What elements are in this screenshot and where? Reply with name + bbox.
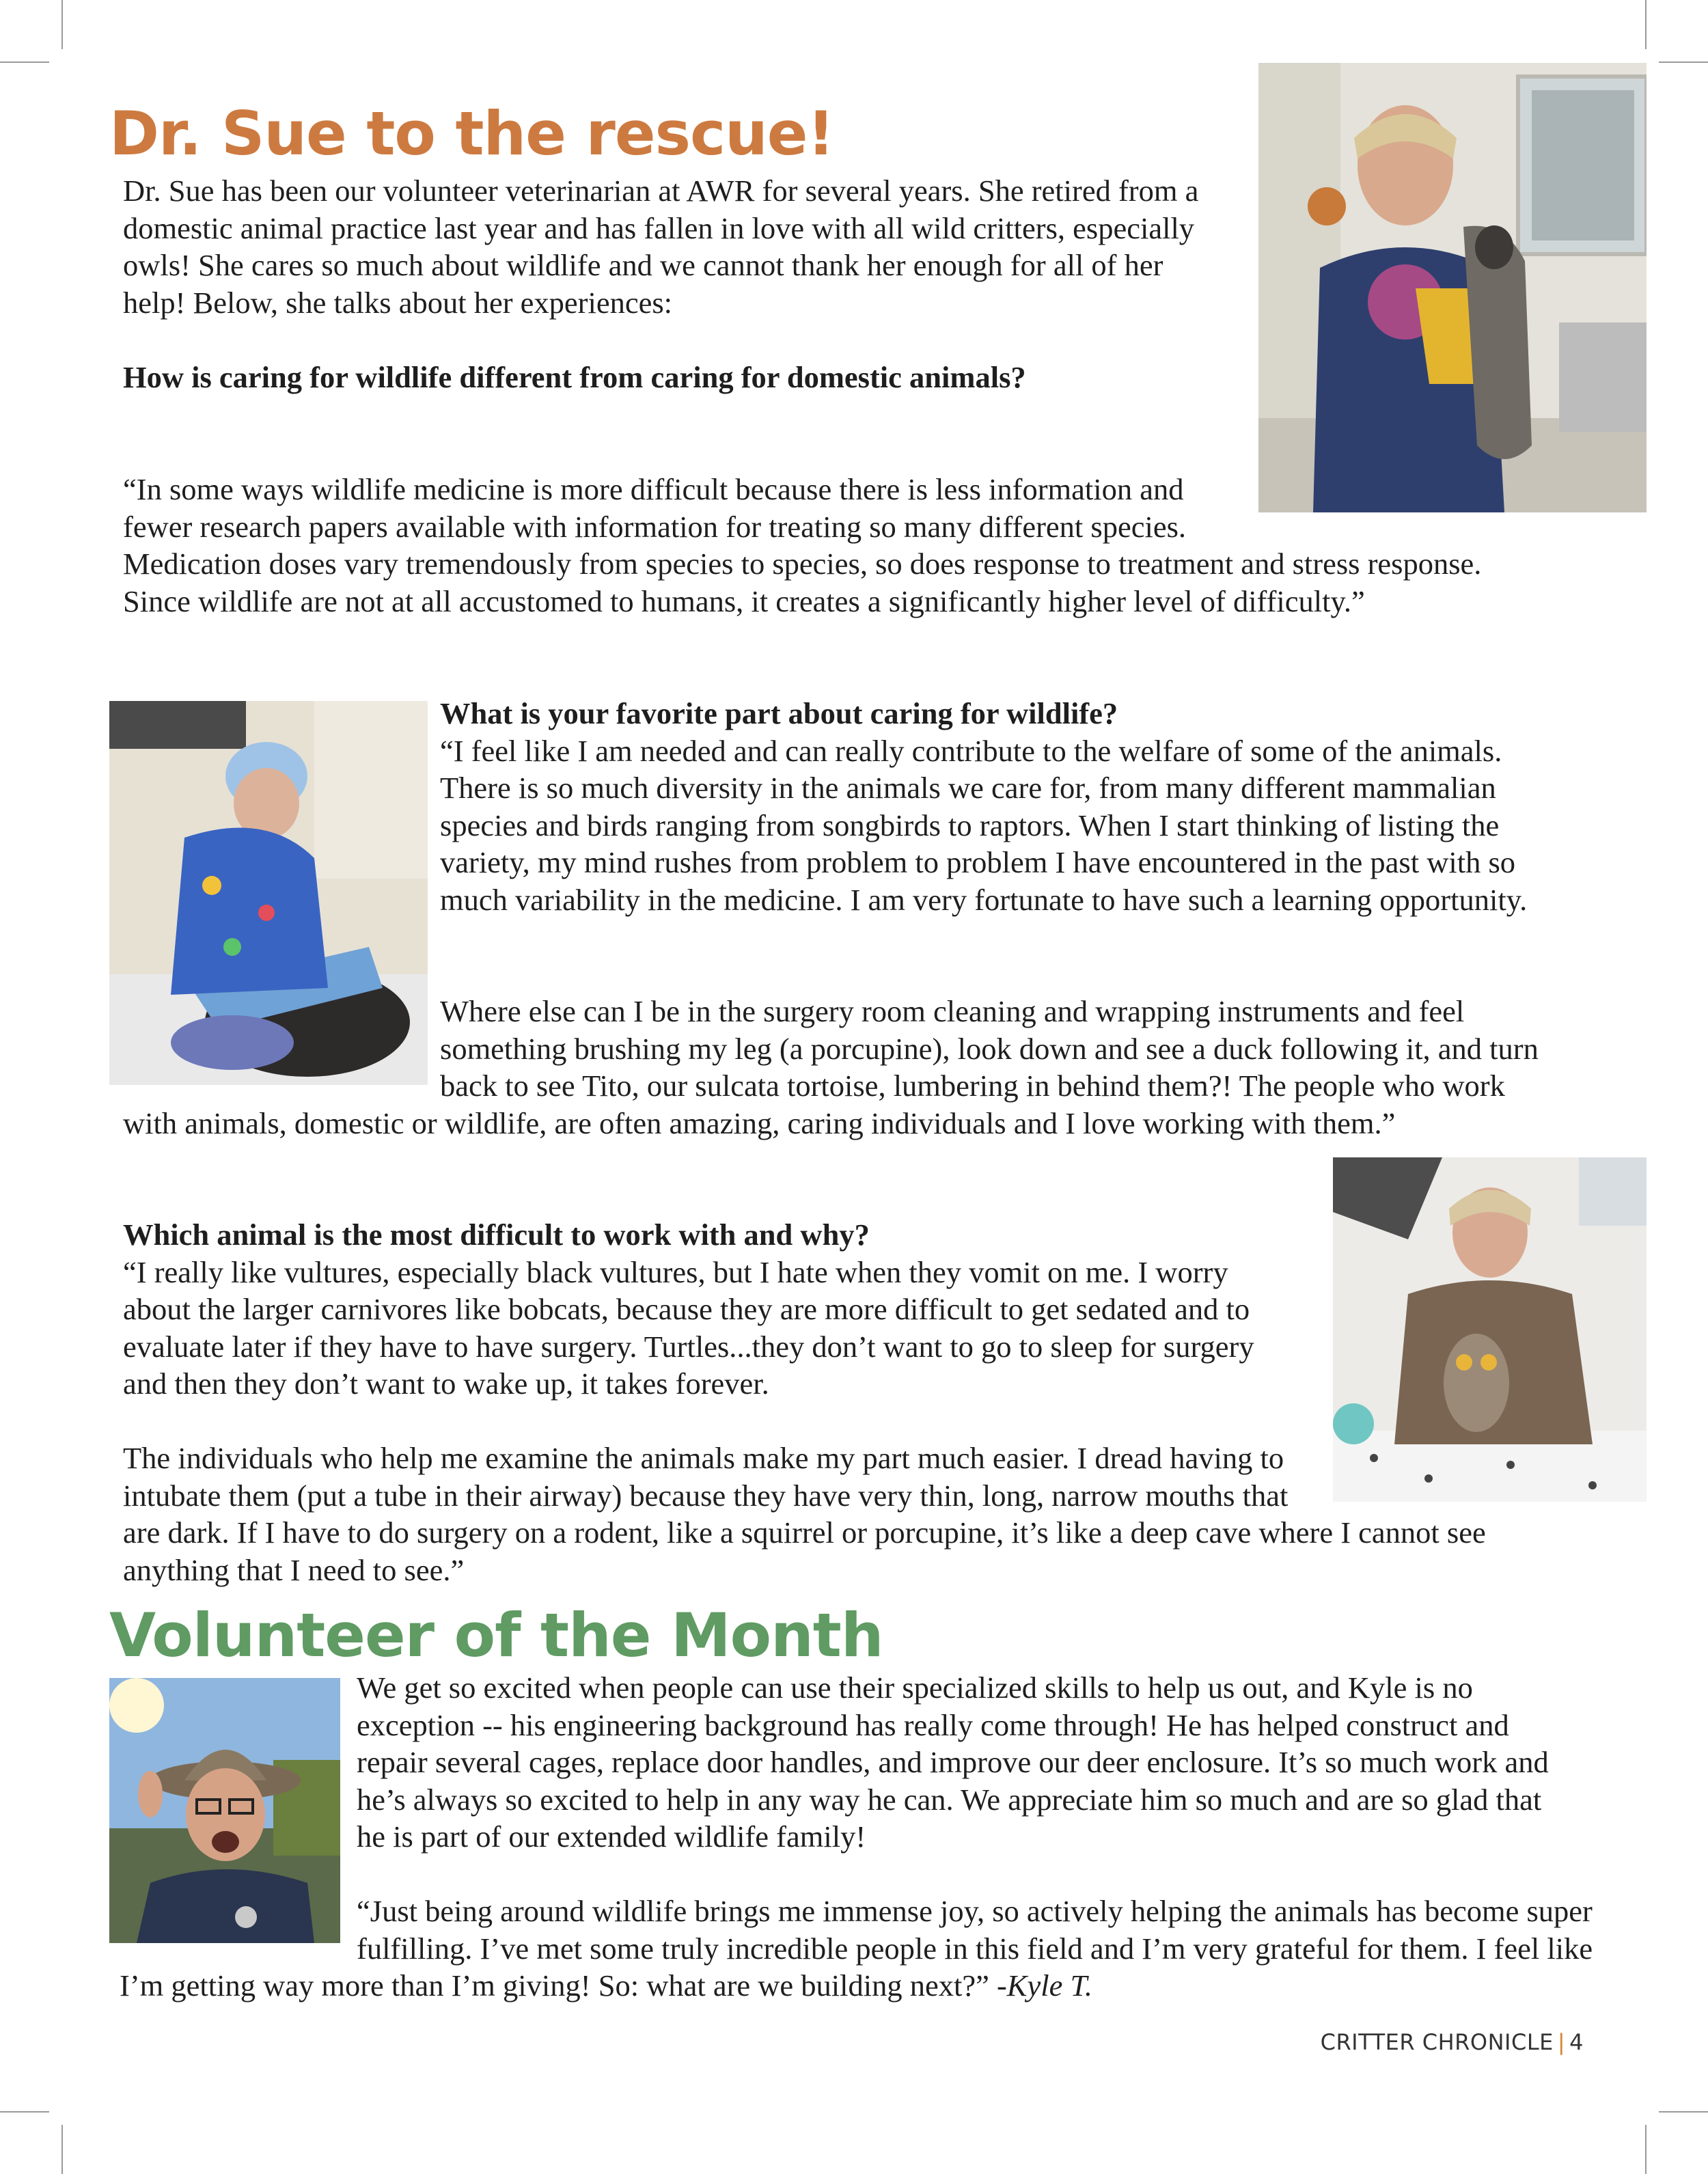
intro-section [123, 172, 1230, 396]
volunteer-section [357, 1669, 1559, 1856]
answer-2-paragraph-2: Where else can I be in the surgery room cleaning and wrapping instruments and feel something brushing my leg (a porcupine), look down and see a duck following it, and turn back to see Tito, our sulcata tortoise, lumbering in behind them?! The people who work with animals, domestic or wildlife, are often amazing, caring individuals and I love working with them.” [123, 994, 1539, 1140]
volunteer-quote [120, 1893, 1609, 2005]
crop-mark [0, 2111, 49, 2113]
photo-spacer [123, 993, 440, 1104]
crop-mark [1659, 61, 1708, 63]
volunteer-title: Volunteer of the Month [109, 1600, 883, 1670]
question-1: How is caring for wildlife different from caring for domestic animals? [123, 359, 1026, 394]
volunteer-signature: -Kyle T. [996, 1968, 1093, 2003]
photo-spacer [1322, 1440, 1565, 1514]
publication-name: CRITTER CHRONICLE [1320, 2029, 1554, 2055]
page-number: 4 [1569, 2029, 1584, 2055]
answer-3-paragraph-2: The individuals who help me examine the animals make my part much easier. I dread having to intubate them (put a tube in their airway) because they have very thin, long, narrow mouths that are dark. If I have to do surgery on a rodent, like a squirrel or porcupine, it’s like a deep cave where I cannot see anything that I need to see.” [123, 1440, 1565, 1588]
volunteer-paragraph-1: We get so excited when people can use their specialized skills to help us out, and Kyle is no exception -- his engineering background has really come through! He has helped construct and repair several cages, replace door handles, and improve our deer enclosure. It’s so much work and he’s always so excited to help in any way he can. We appreciate him so much and are so glad that he is part of our extended wildlife family! [357, 1670, 1549, 1854]
question-3: Which animal is the most difficult to work with and why? [123, 1217, 870, 1252]
page-footer [1321, 2029, 1584, 2055]
answer-1-section [123, 471, 1524, 620]
crop-mark [0, 61, 49, 63]
volunteer-quote-section [120, 1893, 1609, 2005]
photo-spacer [120, 1893, 357, 1967]
answer-3-continued [123, 1440, 1565, 1588]
question-3-section [123, 1216, 1298, 1403]
volunteer-quote-text: “Just being around wildlife brings me immense joy, so actively helping the animals has become super fulfilling. I’ve met some truly incredible people in this field and I’m very grateful for them. I feel like I’m getting way more than I’m giving! So: what are we building next?” [120, 1894, 1593, 2003]
crop-mark [61, 0, 63, 49]
answer-1: “In some ways wildlife medicine is more difficult because there is less information and fewer research papers available with information for treating so many different species. Medication doses vary tremendously from species to species, so does response to treatment and stress response. Since wildlife are not at all accustomed to humans, it creates a significantly higher level of difficulty.” [123, 471, 1524, 620]
photo-dr-sue-with-falcon [1258, 63, 1647, 512]
intro-paragraph: Dr. Sue has been our volunteer veterinarian at AWR for several years. She retired from a domestic animal practice last year and has fallen in love with all wild critters, especially owls! She cares so much about wildlife and we cannot thank her enough for all of her help! Below, she talks about her experiences: [123, 174, 1199, 320]
answer-3-paragraph-1: “I really like vultures, especially black vultures, but I hate when they vomit on me. I worry about the larger carnivores like bobcats, because they are more difficult to get sedated and to evaluate later if they have to have surgery. Turtles...they don’t want to go to sleep for surgery and then they don’t want to wake up, it takes forever. [123, 1254, 1254, 1401]
crop-mark [1659, 2111, 1708, 2113]
question-2: What is your favorite part about caring for wildlife? [440, 696, 1118, 730]
crop-mark [61, 2125, 63, 2174]
crop-mark [1645, 2125, 1647, 2174]
question-2-section [440, 695, 1547, 918]
article-title: Dr. Sue to the rescue! [109, 98, 834, 169]
photo-spacer [1230, 471, 1524, 545]
answer-2-paragraph-1: “I feel like I am needed and can really contribute to the welfare of some of the animals. There is so much diversity in the animals we care for, from many different mammalian species and birds ranging from songbirds to raptors. When I start thinking of listing the variety, my mind rushes from problem to problem I have encountered in the past with so much variability in the medicine. I am very fortunate to have such a learning opportunity. [440, 733, 1528, 917]
crop-mark [1645, 0, 1647, 49]
answer-2-continued [123, 993, 1558, 1142]
footer-separator: | [1557, 2029, 1566, 2055]
